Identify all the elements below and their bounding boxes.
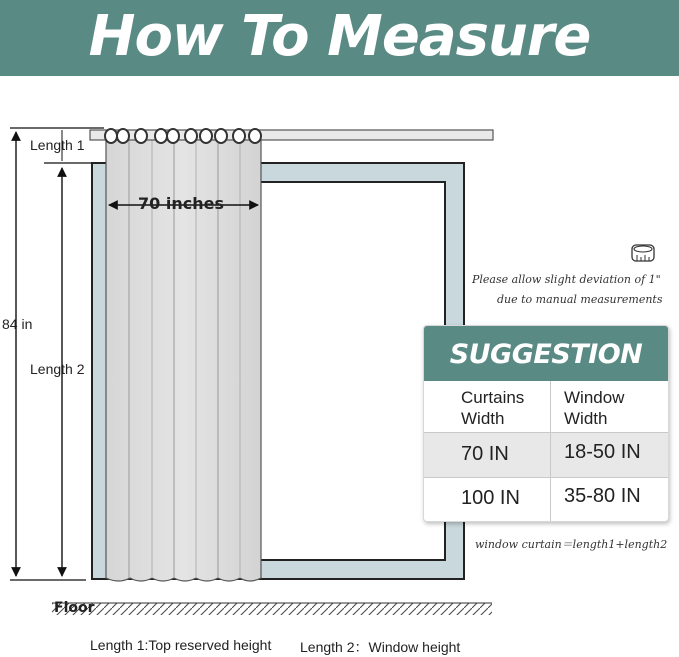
row-divider xyxy=(424,432,668,433)
length2-label: Length 2 xyxy=(30,361,85,377)
suggestion-title: SUGGESTION xyxy=(424,326,668,381)
row-divider xyxy=(424,477,668,478)
header-window-width xyxy=(564,387,624,429)
header-window-line1: Window xyxy=(564,388,625,407)
row1-window-width: 18-50 IN xyxy=(564,441,641,463)
measuring-tape-icon xyxy=(632,245,654,261)
legend-length2: Length 2：Window height xyxy=(300,639,461,655)
deviation-note-line2: due to manual measurements xyxy=(497,293,663,306)
deviation-note-line1: Please allow slight deviation of 1" xyxy=(472,273,661,286)
page-title: How To Measure xyxy=(88,4,591,69)
height-label: 84 in xyxy=(2,316,33,332)
header-curtains-line1: Curtains xyxy=(461,388,525,407)
floor xyxy=(52,603,492,615)
row2-window-width: 35-80 IN xyxy=(564,485,641,507)
curtain-formula: window curtain＝length1+length2 xyxy=(475,538,668,551)
header-curtains-width xyxy=(461,387,524,429)
length1-label: Length 1 xyxy=(30,137,85,153)
curtain-rod xyxy=(90,130,493,140)
row2-curtains-width: 100 IN xyxy=(461,487,520,509)
floor-label: Floor xyxy=(54,600,95,616)
header-window-line2: Width xyxy=(564,409,608,428)
header-curtains-line2: Width xyxy=(461,409,505,428)
column-divider xyxy=(550,381,551,521)
legend-length1: Length 1:Top reserved height xyxy=(90,637,272,653)
width-label: 70 inches xyxy=(138,194,224,213)
row1-curtains-width: 70 IN xyxy=(461,443,509,465)
measurement-ticks xyxy=(10,128,104,580)
suggestion-table xyxy=(423,325,669,522)
